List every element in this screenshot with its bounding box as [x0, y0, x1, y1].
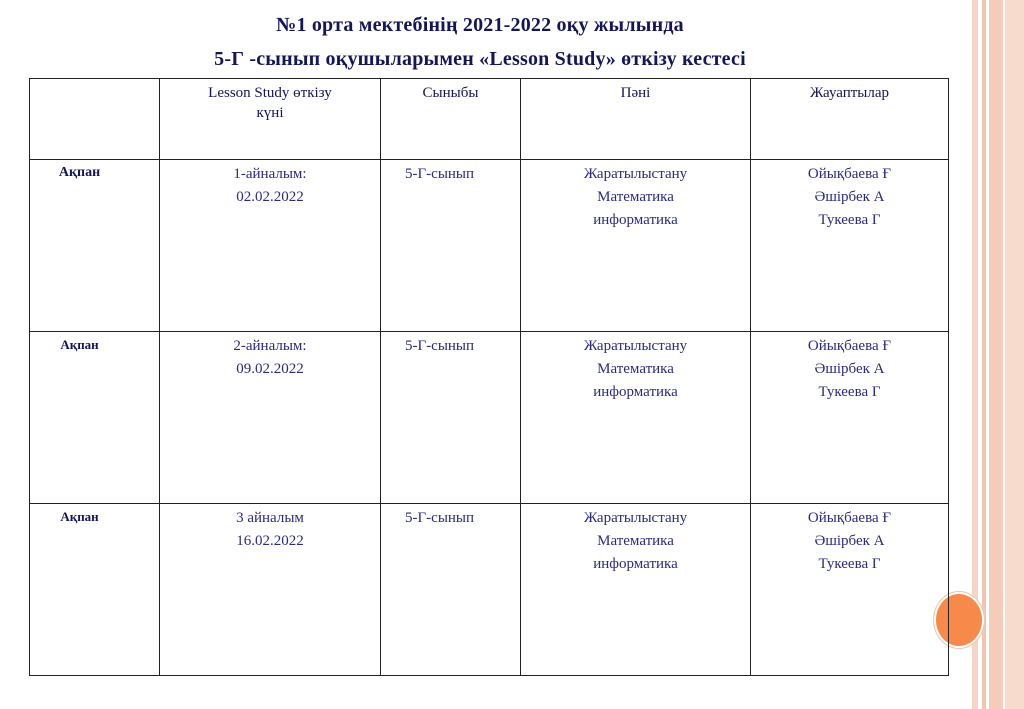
round-date: 16.02.2022 [236, 533, 304, 549]
table-row [30, 332, 949, 504]
decor-stripe [989, 0, 1003, 709]
subject-item: информатика [593, 212, 678, 228]
cell-responsible [751, 504, 949, 676]
responsible-item: Ойықбаева Ғ [807, 338, 892, 354]
cell-date [160, 332, 381, 504]
responsible-item: Тукеева Г [818, 212, 881, 228]
responsible-item: Әшірбек А [814, 361, 885, 377]
cell-subjects [521, 160, 751, 332]
cell-subjects [521, 332, 751, 504]
responsible-item: Ойықбаева Ғ [807, 166, 892, 182]
title-line-2: 5-Г -сынып оқушыларымен «Lesson Study» өткізу кестесі [214, 48, 746, 70]
table-header-row [30, 79, 949, 160]
cell-month: Ақпан [30, 332, 160, 504]
header-subject: Пәні [521, 79, 751, 160]
responsible-item: Ойықбаева Ғ [807, 510, 892, 526]
header-responsible: Жауаптылар [751, 79, 949, 160]
decor-stripe [982, 0, 986, 709]
responsible-item: Әшірбек А [814, 533, 885, 549]
cell-responsible [751, 332, 949, 504]
cell-class: 5-Г-сынып [381, 332, 521, 504]
cell-class: 5-Г-сынып [381, 160, 521, 332]
cell-responsible [751, 160, 949, 332]
header-class: Сыныбы [381, 79, 521, 160]
round-label: 2-айналым: [233, 338, 307, 354]
cell-month: Ақпан [30, 160, 160, 332]
cell-subjects [521, 504, 751, 676]
cell-date [160, 160, 381, 332]
table-row [30, 160, 949, 332]
subject-item: информатика [593, 556, 678, 572]
subject-item: Жаратылыстану [583, 338, 688, 354]
subject-item: Жаратылыстану [583, 166, 688, 182]
decor-stripe [1005, 0, 1024, 709]
round-label: 3 айналым [236, 510, 304, 526]
subject-item: Математика [597, 533, 674, 549]
title-line-1: №1 орта мектебінің 2021-2022 оқу жылында [276, 14, 684, 36]
cell-class: 5-Г-сынып [381, 504, 521, 676]
cell-date [160, 504, 381, 676]
header-date-line2: күні [256, 105, 284, 121]
subject-item: Жаратылыстану [583, 510, 688, 526]
subject-item: информатика [593, 384, 678, 400]
subject-item: Математика [597, 361, 674, 377]
header-date [160, 79, 381, 160]
header-date-line1: Lesson Study өткізу [208, 85, 332, 101]
round-label: 1-айналым: [233, 166, 307, 182]
header-month [30, 79, 160, 160]
responsible-item: Тукеева Г [818, 384, 881, 400]
responsible-item: Тукеева Г [818, 556, 881, 572]
schedule-table [29, 78, 949, 676]
cell-month: Ақпан [30, 504, 160, 676]
responsible-item: Әшірбек А [814, 189, 885, 205]
subject-item: Математика [597, 189, 674, 205]
round-date: 09.02.2022 [236, 361, 304, 377]
round-date: 02.02.2022 [236, 189, 304, 205]
table-row [30, 504, 949, 676]
